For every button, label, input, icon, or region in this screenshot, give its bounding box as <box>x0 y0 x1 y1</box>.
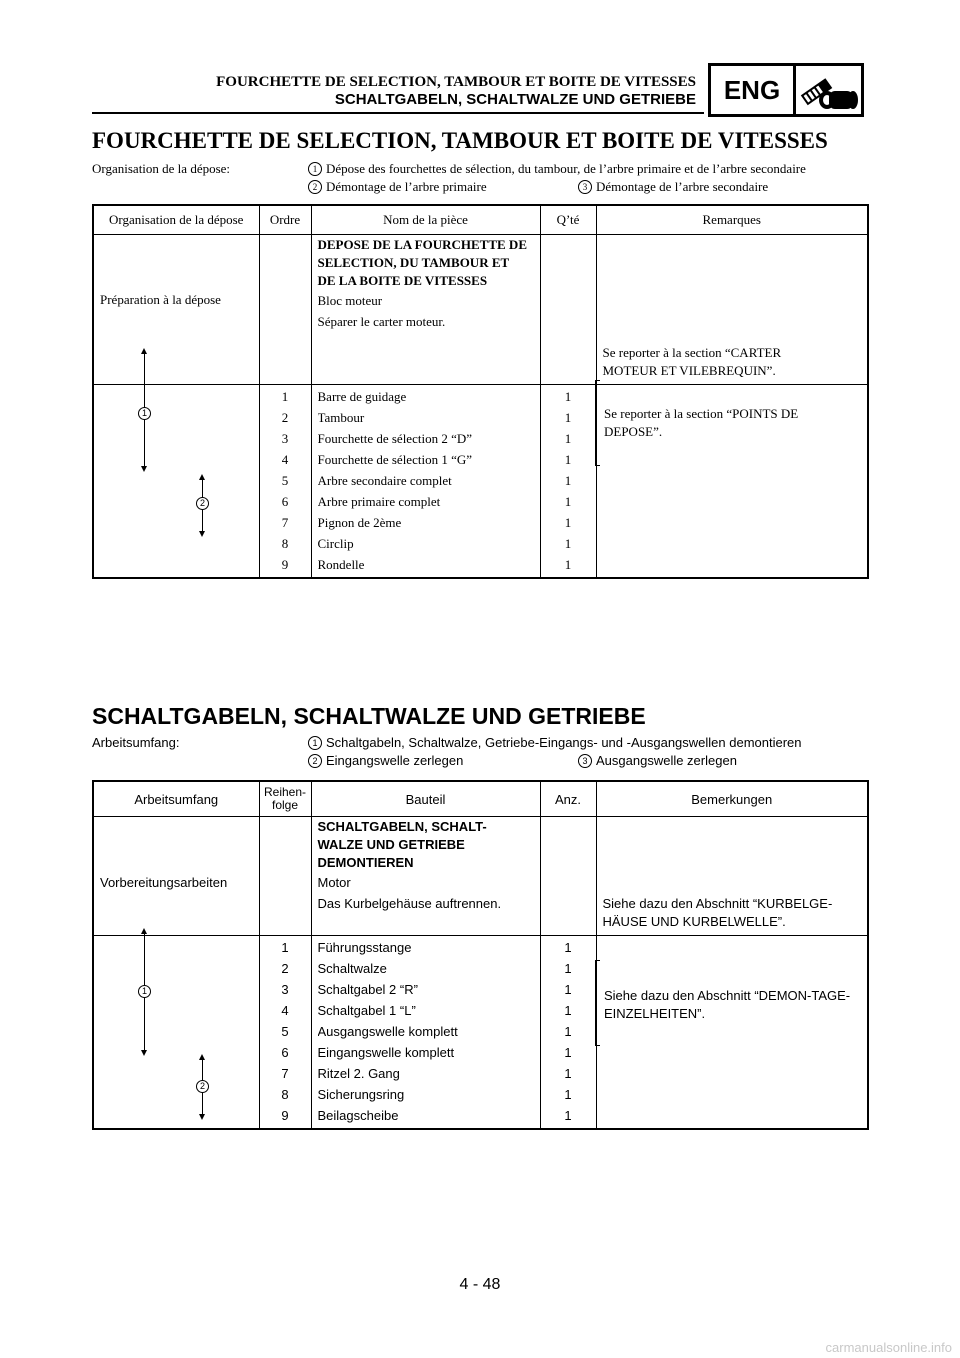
row-name: Ausgangswelle komplett <box>317 1024 458 1039</box>
row-qty: 1 <box>564 515 572 530</box>
row-order: 5 <box>281 473 289 488</box>
row-qty: 1 <box>564 536 572 551</box>
row-order: 8 <box>281 536 289 551</box>
prep-label: Préparation à la dépose <box>100 292 221 307</box>
row-qty: 1 <box>564 389 572 404</box>
col-header: Arbeitsumfang <box>93 781 259 817</box>
prep-title: DEPOSE DE LA FOURCHETTE DE SELECTION, DU TAMBOUR ET DE LA BOITE DE VITESSES <box>317 237 527 288</box>
org-item-de-3: 3 Ausgangswelle zerlegen <box>578 752 737 770</box>
section-badge <box>708 63 864 117</box>
header-title-de: SCHALTGABELN, SCHALTWALZE UND GETRIEBE <box>334 91 696 108</box>
prep-label: Vorbereitungsarbeiten <box>100 875 228 890</box>
row-order: 5 <box>281 1024 289 1039</box>
row-name: Rondelle <box>317 557 365 572</box>
step-number-icon: 3 <box>578 180 592 194</box>
col-header: Ordre <box>259 205 311 235</box>
row-order: 3 <box>281 982 289 997</box>
row-order: 4 <box>281 452 289 467</box>
row-name: Pignon de 2ème <box>317 515 402 530</box>
parts-table-fr <box>92 204 869 579</box>
row-order: 1 <box>281 389 289 404</box>
row-order: 1 <box>281 940 289 955</box>
row-qty: 1 <box>564 1108 572 1123</box>
page-number: 4 - 48 <box>459 1276 501 1293</box>
row-name: Fourchette de sélection 2 “D” <box>317 431 472 446</box>
range-arrow-bottom <box>141 466 147 472</box>
row-name: Schaltgabel 2 “R” <box>317 982 418 997</box>
step-number-icon: 2 <box>308 754 322 768</box>
range-marker-2: 2 <box>196 497 209 510</box>
org-item-de-1: 1 Schaltgabeln, Schaltwalze, Getriebe-Eingangs- und -Ausgangswellen demontieren <box>308 734 802 752</box>
page-title-de: SCHALTGABELN, SCHALTWALZE UND GETRIEBE <box>92 703 646 729</box>
col-header: Nom de la pièce <box>311 205 540 235</box>
row-order: 6 <box>281 494 289 509</box>
org-label-fr: Organisation de la dépose: <box>92 161 231 176</box>
col-header: Bemerkungen <box>596 781 868 817</box>
col-header: Organisation de la dépose <box>93 205 259 235</box>
row-name: Arbre secondaire complet <box>317 473 452 488</box>
prep-title: SCHALTGABELN, SCHALT-WALZE UND GETRIEBE DEMONTIEREN <box>317 819 487 870</box>
remark-bracket <box>595 960 600 1046</box>
row-name: Arbre primaire complet <box>317 494 441 509</box>
prep-item: Bloc moteur <box>317 293 383 308</box>
col-header: Bauteil <box>311 781 540 817</box>
col-header: Anz. <box>540 781 596 817</box>
row-qty: 1 <box>564 1003 572 1018</box>
prep-item: Das Kurbelgehäuse auftrennen. <box>317 896 502 911</box>
row-name: Eingangswelle komplett <box>317 1045 455 1060</box>
row-qty: 1 <box>564 1066 572 1081</box>
row-qty: 1 <box>564 473 572 488</box>
col-header: Q’té <box>540 205 596 235</box>
range-arrow-bottom <box>199 531 205 537</box>
step-number-icon: 3 <box>578 754 592 768</box>
prep-remark: Se reporter à la section “CARTER MOTEUR ET VILEBREQUIN”. <box>602 345 782 378</box>
row-order: 4 <box>281 1003 289 1018</box>
row-qty: 1 <box>564 961 572 976</box>
range-arrow-bottom <box>199 1114 205 1120</box>
header-title-fr: FOURCHETTE DE SELECTION, TAMBOUR ET BOITE DE VITESSES <box>216 74 696 90</box>
row-name: Schaltgabel 1 “L” <box>317 1003 416 1018</box>
range-arrow-bottom <box>141 1050 147 1056</box>
row-qty: 1 <box>564 1045 572 1060</box>
step-number-icon: 1 <box>308 736 322 750</box>
row-order: 9 <box>281 1108 289 1123</box>
row-name: Sicherungsring <box>317 1087 405 1102</box>
step-number-icon: 2 <box>308 180 322 194</box>
range-marker-1: 1 <box>138 985 151 998</box>
row-order: 3 <box>281 431 289 446</box>
row-qty: 1 <box>564 1024 572 1039</box>
row-order: 2 <box>281 410 289 425</box>
row-name: Tambour <box>317 410 365 425</box>
row-name: Schaltwalze <box>317 961 387 976</box>
row-order: 2 <box>281 961 289 976</box>
org-item-fr-3: 3 Démontage de l’arbre secondaire <box>578 178 768 196</box>
parts-table-de <box>92 780 869 1130</box>
row-qty: 1 <box>564 431 572 446</box>
range-marker-1: 1 <box>138 407 151 420</box>
row-name: Barre de guidage <box>317 389 407 404</box>
row-name: Ritzel 2. Gang <box>317 1066 400 1081</box>
bracket-remark: Siehe dazu den Abschnitt “DEMON-TAGE-EINZELHEITEN”. <box>604 988 851 1021</box>
org-item-fr-1: 1 Dépose des fourchettes de sélection, du tambour, de l’arbre primaire et de l’arbre secondaire <box>308 160 806 178</box>
prep-item: Motor <box>317 875 351 890</box>
row-order: 9 <box>281 557 289 572</box>
row-qty: 1 <box>564 494 572 509</box>
row-name: Führungsstange <box>317 940 412 955</box>
range-marker-2: 2 <box>196 1080 209 1093</box>
prep-remark: Siehe dazu den Abschnitt “KURBELGE-HÄUSE UND KURBELWELLE”. <box>602 896 833 929</box>
org-item-fr-2: 2 Démontage de l’arbre primaire <box>308 178 487 196</box>
row-qty: 1 <box>564 410 572 425</box>
row-qty: 1 <box>564 982 572 997</box>
wrench-engine-icon <box>797 70 859 112</box>
row-order: 7 <box>281 515 289 530</box>
col-header: Reihen-folge <box>259 781 311 817</box>
org-item-de-2: 2 Eingangswelle zerlegen <box>308 752 463 770</box>
watermark: carmanualsonline.info <box>825 1340 952 1355</box>
badge-label: ENG <box>711 66 796 114</box>
prep-item: Séparer le carter moteur. <box>317 314 446 329</box>
row-qty: 1 <box>564 1087 572 1102</box>
col-header: Remarques <box>596 205 868 235</box>
row-qty: 1 <box>564 557 572 572</box>
header-rule <box>92 112 704 114</box>
row-order: 6 <box>281 1045 289 1060</box>
row-name: Circlip <box>317 536 354 551</box>
page-title-fr: FOURCHETTE DE SELECTION, TAMBOUR ET BOITE DE VITESSES <box>92 128 828 153</box>
row-name: Beilagscheibe <box>317 1108 399 1123</box>
step-number-icon: 1 <box>308 162 322 176</box>
row-name: Fourchette de sélection 1 “G” <box>317 452 472 467</box>
bracket-remark: Se reporter à la section “POINTS DE DEPOSE”. <box>604 406 799 439</box>
org-label-de: Arbeitsumfang: <box>92 735 180 750</box>
row-qty: 1 <box>564 452 572 467</box>
row-order: 8 <box>281 1087 289 1102</box>
row-qty: 1 <box>564 940 572 955</box>
row-order: 7 <box>281 1066 289 1081</box>
remark-bracket <box>595 380 600 466</box>
